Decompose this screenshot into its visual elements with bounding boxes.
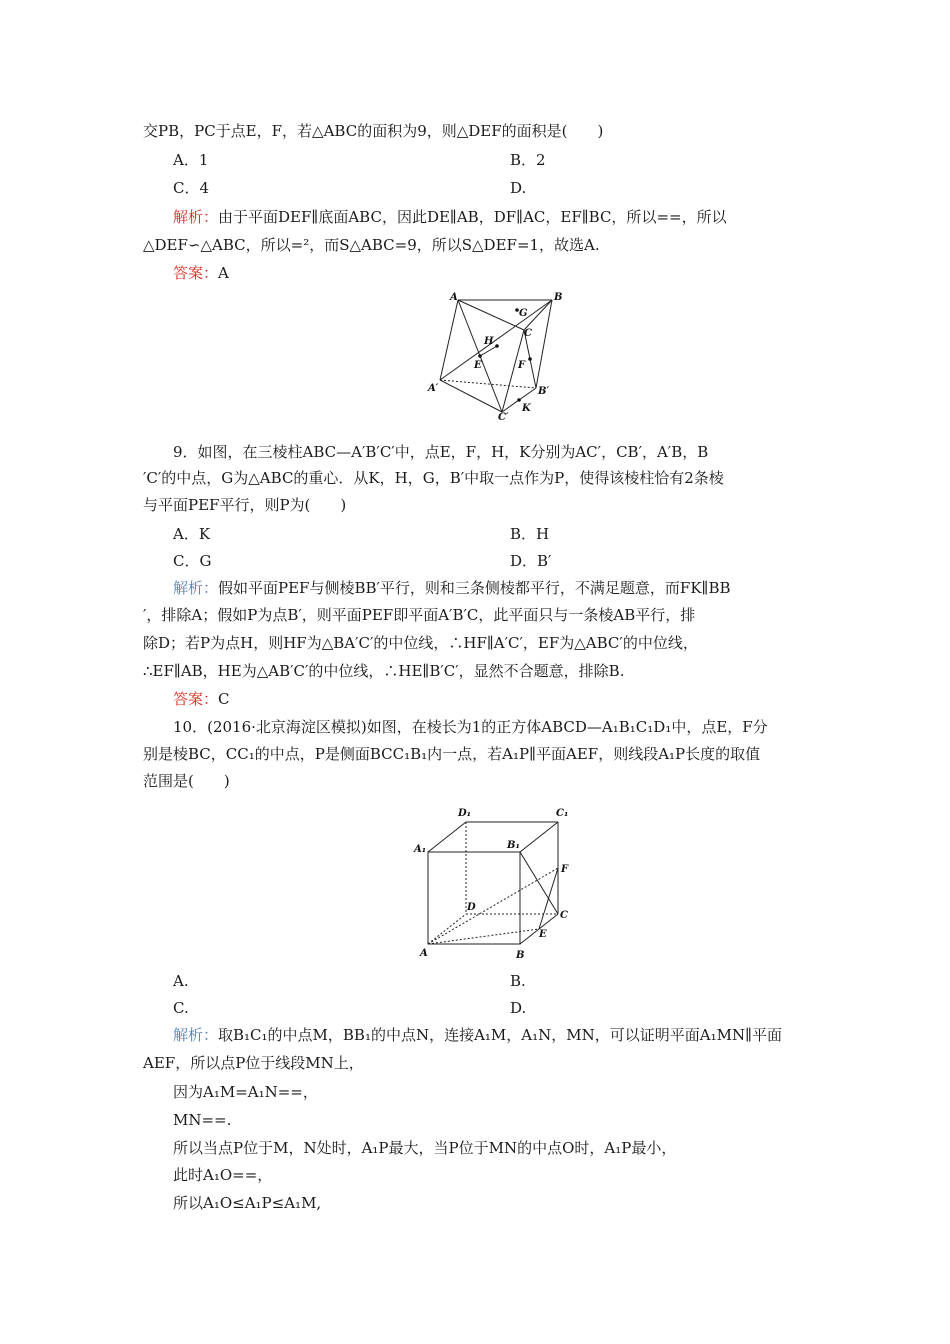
q8-option-b: B．2 — [510, 151, 546, 169]
q10-stem-line-2: 别是棱BC，CC₁的中点，P是侧面BCC₁B₁内一点，若A₁P∥平面AEF，则线段A₁P长度的取值 — [143, 745, 761, 763]
label-b1: B₁ — [507, 840, 520, 851]
edge-bb1 — [536, 300, 552, 388]
label-k: K — [522, 403, 531, 414]
label-h: H — [484, 336, 494, 347]
q9-analysis-line-1: 解析：假如平面PEF与侧棱BB′平行，则和三条侧棱都平行，不满足题意，而FK∥BB — [173, 579, 731, 597]
label-a1: A′ — [428, 383, 439, 394]
q10-stem-line-3: 范围是( ) — [143, 772, 230, 790]
label-a1: A₁ — [414, 844, 427, 855]
q10-option-d: D. — [510, 999, 527, 1017]
label-e: E — [539, 929, 547, 940]
q9-analysis-label: 解析： — [173, 579, 219, 597]
q10-analysis-label: 解析： — [173, 1026, 219, 1044]
q8-analysis-line-1: 解析：由于平面DEF∥底面ABC，因此DE∥AB，DF∥AC，EF∥BC，所以==，所以 — [173, 208, 727, 226]
label-c1: C₁ — [556, 808, 569, 819]
q8-analysis-label: 解析： — [173, 208, 219, 226]
label-c1: C′ — [498, 412, 509, 420]
q10-option-a: A. — [173, 972, 189, 990]
label-f: F — [518, 360, 526, 371]
cube-figure — [408, 800, 578, 962]
label-f: F — [561, 864, 569, 875]
label-a: A — [450, 292, 458, 303]
point-h — [495, 344, 499, 348]
point-e — [478, 354, 482, 358]
q10-option-b: B. — [510, 972, 526, 990]
edge-b1c1 — [520, 822, 558, 852]
q9-stem-line-1: 9．如图，在三棱柱ABC—A′B′C′中，点E，F，H，K分别为AC′，CB′，A′B，B — [173, 443, 709, 461]
point-k — [517, 398, 521, 402]
q10-analysis-line-3: 因为A₁M=A₁N==， — [173, 1083, 318, 1101]
prism-figure — [420, 288, 580, 420]
label-c: C — [560, 910, 568, 921]
q10-analysis-line-6: 此时A₁O==， — [173, 1166, 273, 1184]
label-a: A — [420, 948, 428, 959]
front-face — [428, 852, 520, 944]
label-b1: B′ — [538, 386, 550, 397]
q9-stem-line-2: ′C′的中点，G为△ABC的重心．从K，H，G，B′中取一点作为P，使得该棱柱恰有2条棱 — [143, 469, 724, 487]
q8-option-a: A．1 — [173, 151, 209, 169]
q10-analysis-line-5: 所以当点P位于M，N处时，A₁P最大，当P位于MN的中点O时，A₁P最小， — [173, 1139, 677, 1157]
label-d: D — [467, 902, 476, 913]
q10-analysis-line-7: 所以A₁O≤A₁P≤A₁M, — [173, 1194, 322, 1212]
q8-option-c: C．4 — [173, 179, 210, 197]
q9-answer: 答案：C — [173, 690, 230, 708]
q9-analysis-line-2: ′，排除A；假如P为点B′，则平面PEF即平面A′B′C，此平面只与一条棱AB平行，排 — [143, 606, 696, 624]
label-d1: D₁ — [458, 808, 472, 819]
q8-stem: 交PB，PC于点E，F，若△ABC的面积为9，则△DEF的面积是( ) — [143, 122, 604, 140]
q9-option-c: C．G — [173, 552, 212, 570]
point-f — [528, 357, 532, 361]
q10-stem-line-1: 10．(2016·北京海淀区模拟)如图，在棱长为1的正方体ABCD—A₁B₁C₁D₁中，点E，F分 — [173, 718, 768, 736]
q10-analysis-line-4: MN==. — [173, 1111, 232, 1129]
label-e: E — [474, 360, 482, 371]
q10-option-c: C. — [173, 999, 189, 1017]
edge-a1d1 — [428, 822, 466, 852]
q9-option-d: D．B′ — [510, 552, 552, 570]
label-b: B — [516, 950, 525, 961]
q9-analysis-line-3: 除D；若P为点H，则HF为△BA′C′的中位线，∴HF∥A′C′，EF为△ABC′的中位线， — [143, 634, 698, 652]
label-g: G — [519, 308, 528, 319]
edge-aa1 — [440, 300, 458, 380]
q10-analysis-line-1: 解析：取B₁C₁的中点M，BB₁的中点N，连接A₁M，A₁N，MN，可以证明平面A₁MN∥平面 — [173, 1026, 783, 1044]
q10-analysis-line-2: AEF，所以点P位于线段MN上， — [143, 1054, 364, 1072]
q9-option-b: B．H — [510, 525, 550, 543]
q9-option-a: A．K — [173, 525, 211, 543]
q9-analysis-line-4: ∴EF∥AB，HE为△AB′C′的中位线，∴HE∥B′C′，显然不合题意，排除B. — [143, 662, 625, 680]
q8-option-d: D. — [510, 179, 527, 197]
diag-ba1 — [440, 300, 552, 380]
q8-answer: 答案：A — [173, 264, 229, 282]
seg-b1c — [520, 852, 558, 914]
seg-eh — [480, 346, 497, 356]
q8-analysis-line-2: △DEF∽△ABC，所以=²，而S△ABC=9，所以S△DEF=1，故选A. — [143, 236, 600, 254]
q9-stem-line-3: 与平面PEF平行，则P为( ) — [143, 496, 347, 514]
edge-a1b1-hidden — [440, 380, 536, 388]
label-b: B — [554, 292, 563, 303]
label-c: C — [524, 328, 532, 339]
